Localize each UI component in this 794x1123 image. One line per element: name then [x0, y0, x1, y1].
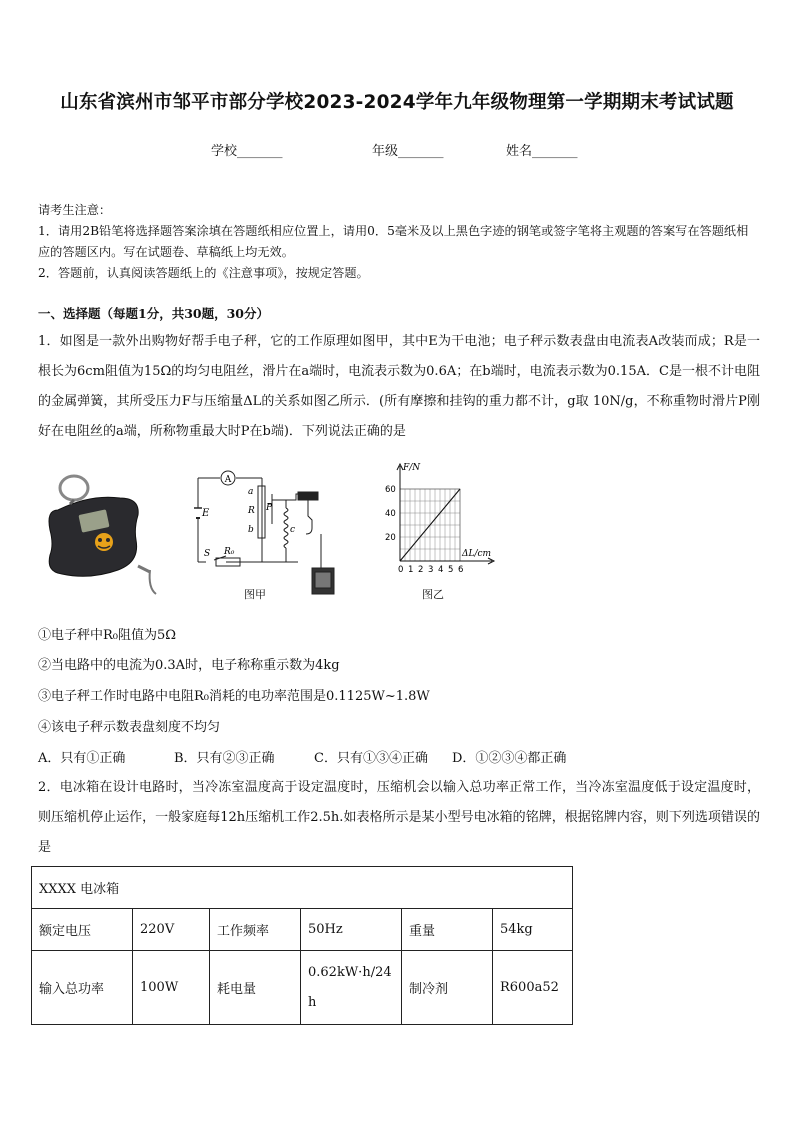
x-tick-label: 0 [398, 565, 404, 575]
question-2-stem: 2．电冰箱在设计电路时，当冷冻室温度高于设定温度时，压缩机会以输入总功率正常工作，当冷冻室温度低于设定温度时，则压缩机停止运作，一般家庭每12h压缩机工作2.5h.如表格所示是某小型号电冰箱的铭牌，根据铭牌内容，则下列选项错误的是 [38, 780, 760, 855]
x-tick-label: 4 [438, 565, 444, 575]
table-cell: 额定电压 [32, 909, 133, 951]
section-heading: 一、选择题（每题1分，共30题，30分） [38, 306, 269, 321]
option-c[interactable]: C．只有①③④正确 [314, 751, 428, 766]
ammeter-label: A [224, 475, 232, 485]
statement-1: ①电子秤中R₀阻值为5Ω [38, 628, 177, 643]
circuit-diagram [186, 464, 356, 599]
option-d[interactable]: D．①②③④都正确 [452, 751, 567, 766]
x-axis-label: ΔL/cm [462, 549, 492, 559]
table-cell: 耗电量 [210, 951, 301, 1025]
name-field[interactable]: 姓名_______ [506, 144, 578, 159]
question-1-stem: 1．如图是一款外出购物好帮手电子秤，它的工作原理如图甲，其中E为干电池；电子秤示数表盘由电流表A改装而成；R是一根长为6cm阻值为15Ω的均匀电阻丝，滑片在a端时，电流表示数为0.6A；在b端时，电流表示数为0.15A．C是一根不计电阻的金属弹簧，其所受压力F与压缩量ΔL的关系如图乙所示．(所有摩擦和挂钩的重力都不计，g取 10N/g，不称重物时滑片P刚好在电阻丝的a端，所称物重最大时P在b端)．下列说法正确的是 [38, 334, 760, 439]
switch-s-label: S [204, 549, 211, 559]
table-cell: 制冷剂 [402, 951, 493, 1025]
force-compression-graph [374, 458, 504, 583]
y-tick-label: 60 [385, 485, 396, 495]
x-tick-label: 3 [428, 565, 434, 575]
x-tick-label: 1 [408, 565, 414, 575]
school-field[interactable]: 学校_______ [211, 144, 283, 159]
notice-heading: 请考生注意： [38, 203, 112, 217]
electronic-scale-photo [40, 470, 158, 600]
page-title: 山东省滨州市邹平市部分学校2023-2024学年九年级物理第一学期期末考试试题 [60, 92, 734, 113]
table-row [32, 951, 573, 1025]
notice-item-1: 1．请用2B铅笔将选择题答案涂填在答题纸相应位置上，请用0．5毫米及以上黑色字迹的钢笔或签字笔将主观题的答案写在答题纸相应的答题区内。写在试题卷、草稿纸上均无效。 [38, 224, 749, 259]
table-cell: 54kg [493, 909, 573, 951]
x-tick-label: 5 [448, 565, 454, 575]
battery-label: E [202, 508, 210, 519]
fridge-nameplate-table [31, 866, 573, 1025]
terminal-b-label: b [248, 525, 254, 535]
x-tick-label: 2 [418, 565, 424, 575]
figure-caption-left: 图甲 [244, 588, 266, 601]
table-row [32, 909, 573, 951]
table-cell: 100W [133, 951, 210, 1025]
y-tick-label: 20 [385, 533, 396, 543]
slider-p-label: P [266, 503, 273, 513]
statement-2: ②当电路中的电流为0.3A时，电子称称重示数为4kg [38, 658, 340, 673]
figure-caption-right: 图乙 [422, 588, 444, 601]
statement-4: ④该电子秤示数表盘刻度不均匀 [38, 720, 221, 735]
notice-item-2: 2．答题前，认真阅读答题纸上的《注意事项》，按规定答题。 [38, 266, 369, 280]
option-a[interactable]: A．只有①正确 [38, 751, 126, 766]
resistor-r0-label: R₀ [224, 547, 235, 557]
terminal-a-label: a [248, 487, 254, 497]
spring-c-label: c [290, 525, 296, 535]
grade-field[interactable]: 年级_______ [372, 144, 444, 159]
table-cell: 50Hz [301, 909, 402, 951]
y-axis-label: F/N [403, 463, 421, 473]
table-row [32, 867, 573, 909]
table-cell: 220V [133, 909, 210, 951]
table-cell: 重量 [402, 909, 493, 951]
table-cell: 0.62kW·h/24h [301, 951, 402, 1025]
y-tick-label: 40 [385, 509, 396, 519]
table-cell: 输入总功率 [32, 951, 133, 1025]
statement-3: ③电子秤工作时电路中电阻R₀消耗的电功率范围是0.1125W~1.8W [38, 689, 430, 704]
table-title-cell: XXXX 电冰箱 [32, 867, 573, 909]
table-cell: 工作频率 [210, 909, 301, 951]
table-cell: R600a52 [493, 951, 573, 1025]
x-tick-label: 6 [458, 565, 464, 575]
resistor-r-label: R [248, 506, 255, 516]
option-b[interactable]: B．只有②③正确 [174, 751, 275, 766]
